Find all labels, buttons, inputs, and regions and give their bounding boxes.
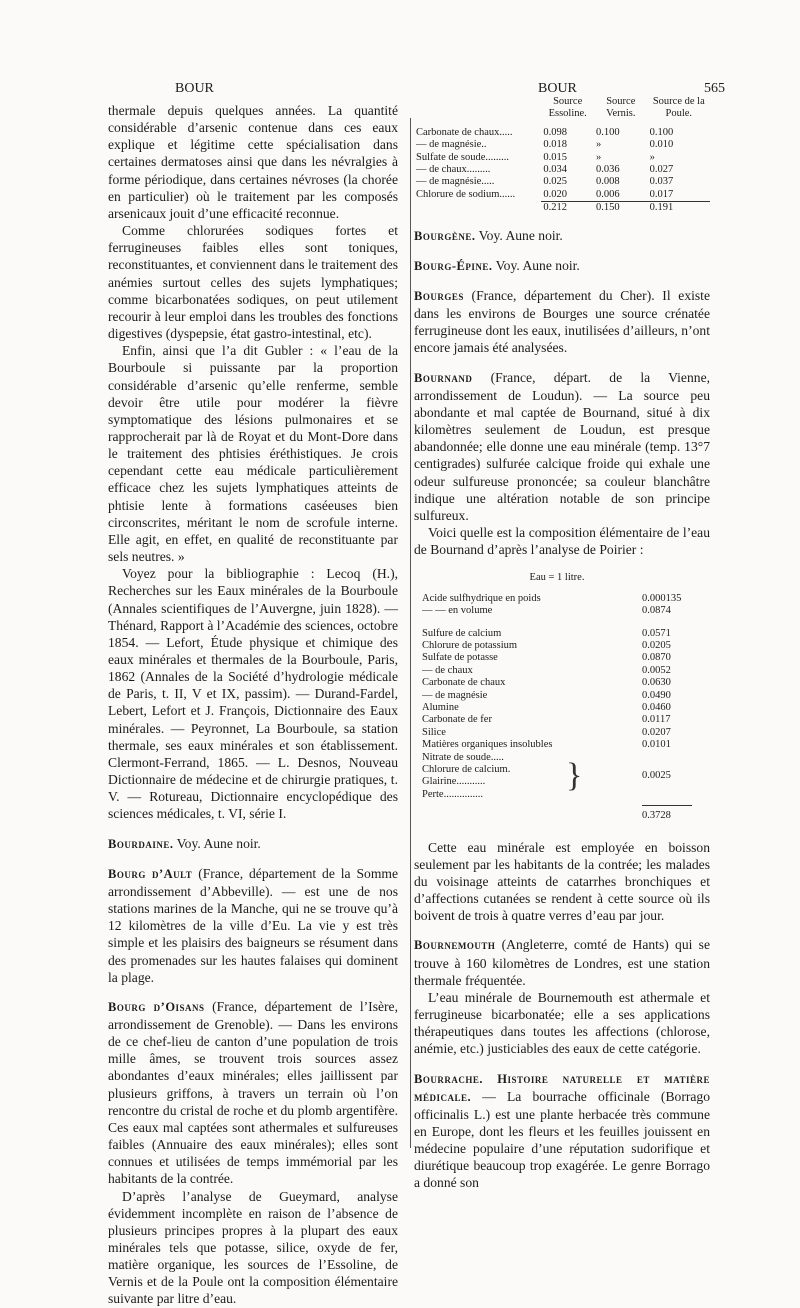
table-row — [422, 739, 692, 751]
entry-text: (France, département du Cher). Il existe dans les environs de Bourges une source crénatée ferrugineuse dont les eaux, inutilisées d’ailleurs, n’ont encore jamais été analysées. — [414, 287, 710, 356]
column-divider — [410, 118, 411, 1148]
row-label: Sulfure de calcium — [422, 627, 502, 639]
cell-value: 0.010 — [649, 139, 674, 151]
headword: Bourdaine. — [108, 836, 174, 851]
dictionary-entry — [414, 936, 710, 988]
cell-value: 0.034 — [543, 164, 567, 176]
table-row — [422, 665, 692, 677]
cell-value: 0.0571 — [642, 627, 671, 639]
table-header: Source de la Poule. — [652, 96, 705, 120]
cell-value: 0.020 — [543, 188, 567, 200]
sources-table — [414, 96, 710, 215]
paragraph: thermale depuis quelques années. La quantité considérable d’arsenic contenue dans ces eaux explique et légitime cette spécialisation dans certaines dermatoses ainsi que dans les névralgies à forme périodique, dans certaines névroses (la chorée en particulier) où le traitement par les composés arsenicaux jouit d’une efficacité reconnue. — [108, 103, 398, 221]
row-label: Sulfate de potasse — [422, 652, 498, 664]
cell-value: 0.0207 — [642, 726, 671, 738]
entry-text: (France, département de l’Isère, arrondissement de Grenoble). — Dans les environs de ce chef-lieu de canton d’une population de trois mille âmes, se trouvent trois sources assez abondantes d’eaux minérales; elles jaillissent par plusieurs griffons, à travers un terrain où l’on rencontre du cristal de roche et du plomb argentifère. Ces eaux mal captées sont athermales et sulfureuses faibles (Annuaire des eaux minérales); elles sont connues et utilisées de temps immémorial par les habitants de la contrée. — [108, 998, 398, 1187]
headword: Bournemouth — [414, 938, 496, 953]
cell-value: 0.015 — [543, 151, 567, 163]
table-row — [422, 702, 692, 714]
cell-value: 0.008 — [596, 176, 620, 188]
table-row — [414, 176, 710, 188]
paragraph: L’eau minérale de Bournemouth est athermale et ferrugineuse bicarbonatée; elle a ses applications thérapeutiques dans toutes les affections (chlorose, anémie, etc.) justiciables des eaux de cette catégorie. — [414, 989, 710, 1057]
entry-text: Voy. Aune noir. — [492, 257, 580, 273]
cell-value: » — [596, 139, 602, 151]
table-row — [422, 628, 692, 640]
dictionary-entry — [414, 369, 710, 524]
row-label: Chlorure de potassium — [422, 639, 518, 651]
right-column — [414, 96, 710, 1192]
table-row — [422, 677, 692, 689]
dictionary-entry — [414, 1070, 710, 1192]
table-total: 0.150 — [594, 202, 648, 215]
row-label: Chlorure de sodium...... — [416, 188, 516, 200]
row-label: Chlorure de calcium. — [422, 764, 511, 775]
cell-value: 0.0874 — [642, 605, 671, 617]
cell-value: 0.037 — [649, 176, 674, 188]
grouped-labels — [422, 752, 562, 802]
row-label: — de magnésie..... — [416, 176, 495, 188]
table-row — [414, 189, 710, 202]
entry-text: Voy. Aune noir. — [173, 835, 261, 851]
paragraph: Enfin, ainsi que l’a dit Gubler : « l’eau de la Bourboule si puissante par la proportion considérable d’arsenic qu’elle renferme, semble devoir être utile pour modérer la fièvre symptomatique des lésions pulmonaires et se rapprocherait par là de Royat et du Mont-Dore dans le traitement des phtisies éréthistiques. Je crois cependant cette eau médicale particulièrement efficace chez les sujets lymphatiques atteints de phtisie lente à formations caséeuses bien circonscrites, méritant le nom de scrofule interne. Elle agit, en effet, en qualité de reconstituante par sels neutres. » — [108, 343, 398, 565]
row-label: Carbonate de chaux — [422, 677, 506, 689]
row-label: — de chaux — [422, 664, 473, 676]
row-label: — de chaux......... — [416, 164, 491, 176]
cell-value: » — [649, 151, 655, 163]
left-column — [108, 102, 398, 1308]
headword: Bourges — [414, 288, 464, 303]
poirier-analysis-table — [422, 572, 692, 822]
dictionary-entry — [414, 287, 710, 357]
running-head-center: BOUR — [538, 81, 577, 96]
running-head-left: BOUR — [175, 81, 214, 96]
cell-value: 0.0052 — [642, 664, 671, 676]
table-header: Source Essoline. — [548, 96, 587, 120]
paragraph: Voyez pour la bibliographie : Lecoq (H.), Recherches sur les Eaux minérales de la Bourboule (Annales scientifiques de l’Auvergne, juin 1828). — Thénard, Rapport à l’Académie des sciences, octobre 1854. — Lefort, Étude physique et chimique des eaux minérales et thermales de la Bourboule, Paris, 1862 (Annales de la Société d’hydrologie médicale de Paris, t. II, V et IX, passim). — Durand-Fardel, Lebert, Lefort et J. François, Dictionnaire des Eaux minérales. — Peyronnet, La Bourboule, sa station thermale, ses eaux minérales et son établissement. Clermont-Ferrand, 1865. — L. Desnos, Nouveau Dictionnaire de médecine et de chirurgie pratiques, t. V. — Rotureau, Dictionnaire encyclopédique des sciences médicales, t. VI, série I. — [108, 566, 398, 822]
table-row — [422, 652, 692, 664]
page-number: 565 — [704, 81, 725, 96]
entry-text: Voy. Aune noir. — [475, 227, 563, 243]
dictionary-entry — [108, 835, 398, 853]
entry-text: (France, département de la Somme arrondissement d’Abbeville). — est une de nos stations marines de la Manche, qui ne se trouve qu’à 12 kilomètres de la ville d’Eu. La vie y est très simple et les plaisirs des baigneurs se résument dans des promenades sur les hautes falaises qui dominent la plage. — [108, 865, 398, 985]
cell-value: 0.100 — [649, 126, 674, 138]
row-label: Acide sulfhydrique en poids — [422, 592, 541, 604]
cell-value: 0.0630 — [642, 677, 671, 689]
grouped-value: 0.0025 — [642, 770, 671, 782]
table-total: 0.212 — [541, 202, 594, 215]
table-row — [414, 139, 710, 151]
headword: Bourg d’Ault — [108, 866, 193, 881]
row-label: Silice — [422, 726, 446, 738]
table-row — [422, 690, 692, 702]
table-row — [422, 714, 692, 726]
cell-value: 0.0870 — [642, 652, 671, 664]
entry-text: (Angleterre, comté de Hants) qui se trouve à 160 kilomètres de Londres, est une station thermale fréquentée. — [414, 937, 710, 988]
table-caption: Eau = 1 litre. — [529, 572, 585, 584]
brace: } — [566, 757, 583, 795]
row-label: Carbonate de fer — [422, 714, 492, 726]
cell-value: 0.098 — [543, 126, 567, 138]
row-label: Matières organiques insolubles — [422, 739, 553, 751]
row-label: Glairine........... — [422, 776, 486, 788]
dictionary-entry — [414, 257, 710, 275]
table-row — [414, 152, 710, 164]
cell-value: 0.0460 — [642, 701, 671, 713]
cell-value: 0.027 — [649, 164, 674, 176]
row-label: Nitrate de soude..... — [422, 751, 504, 763]
paragraph: Voici quelle est la composition élémentaire de l’eau de Bournand d’après l’analyse de Poirier : — [414, 525, 710, 558]
dictionary-entry — [414, 227, 710, 245]
table-row — [422, 593, 692, 605]
cell-value: 0.018 — [543, 139, 567, 151]
cell-value: 0.000135 — [642, 592, 682, 604]
table-total: 0.191 — [648, 202, 710, 215]
row-label: Carbonate de chaux..... — [416, 126, 513, 138]
cell-value: 0.0101 — [642, 739, 671, 751]
table-row — [422, 727, 692, 739]
headword: Bourg-Épine. — [414, 258, 493, 273]
row-label: Sulfate de soude......... — [416, 151, 510, 163]
cell-value: 0.017 — [649, 188, 674, 200]
headword: Bourgène. — [414, 228, 476, 243]
row-label: — — en volume — [422, 605, 493, 617]
table-row — [414, 164, 710, 176]
cell-value: 0.025 — [543, 176, 567, 188]
cell-value: 0.0205 — [642, 639, 671, 651]
entry-text: (France, départ. de la Vienne, arrondissement de Loudun). — La source peu abondante et mal captée de Bournand, situé à dix kilomètres seulement de Loudun, est presque abandonnée; elle donne une eau minérale (temp. 13°7 centigrades) sulfurée calcique froide qui exhale une odeur sulfureuse prononcée; sa couleur blanchâtre indique une altération notable de son principe sulfureux. — [414, 369, 710, 523]
paragraph: D’après l’analyse de Gueymard, analyse évidemment incomplète en raison de l’absence de plusieurs principes propres à la plupart des eaux minérales tels que potasse, silice, oxyde de fer, matière organique, les sources de l’Essoline, de Vernis et de la Poule ont la composition élémentaire suivante par litre d’eau. — [108, 1188, 398, 1307]
paragraph: Cette eau minérale est employée en boisson seulement par les habitants de la contrée; les malades du voisinage atteints de catarrhes bronchiques et d’affections cutanées se rendent à cette source où ils boivent de trois à quatre verres d’eau par jour. — [414, 839, 710, 924]
headword: Bourg d’Oisans — [108, 999, 205, 1014]
headword: Bourrache. Histoire naturelle et matière médicale. — [414, 1071, 710, 1104]
row-label: Perte............... — [422, 788, 483, 800]
dictionary-entry — [108, 998, 398, 1188]
cell-value: 0.006 — [596, 188, 620, 200]
table-row — [414, 127, 710, 139]
row-label: Alumine — [422, 701, 459, 713]
table-row — [422, 605, 692, 617]
cell-value: 0.100 — [596, 126, 620, 138]
table-header: Source Vernis. — [606, 96, 636, 120]
entry-text: — La bourrache officinale (Borrago officinalis L.) est une plante herbacée très commune en Europe, dont les fleurs et les feuilles jouissent en médecine populaire d’une réputation sudorifique et diurétique beaucoup trop exagérée. Le genre Borrago a donné son — [414, 1088, 710, 1191]
headword: Bournand — [414, 370, 473, 385]
table-row — [422, 640, 692, 652]
cell-value: 0.0117 — [642, 714, 671, 726]
dictionary-entry — [108, 865, 398, 986]
row-label: — de magnésie — [422, 689, 488, 701]
table-total: 0.3728 — [642, 805, 692, 822]
cell-value: » — [596, 151, 602, 163]
paragraph: Comme chlorurées sodiques fortes et ferrugineuses faibles elles sont toniques, reconstituantes, et conviennent dans le traitement des anémies surtout celles des sujets lymphatiques; comme bicarbonatées sodiques, on peut utilement recourir à leur emploi dans les troubles des fonctions digestives (dyspepsie, état gastro-intestinal, etc). — [108, 223, 398, 342]
row-label: — de magnésie.. — [416, 139, 487, 151]
cell-value: 0.036 — [596, 164, 620, 176]
cell-value: 0.0490 — [642, 689, 671, 701]
